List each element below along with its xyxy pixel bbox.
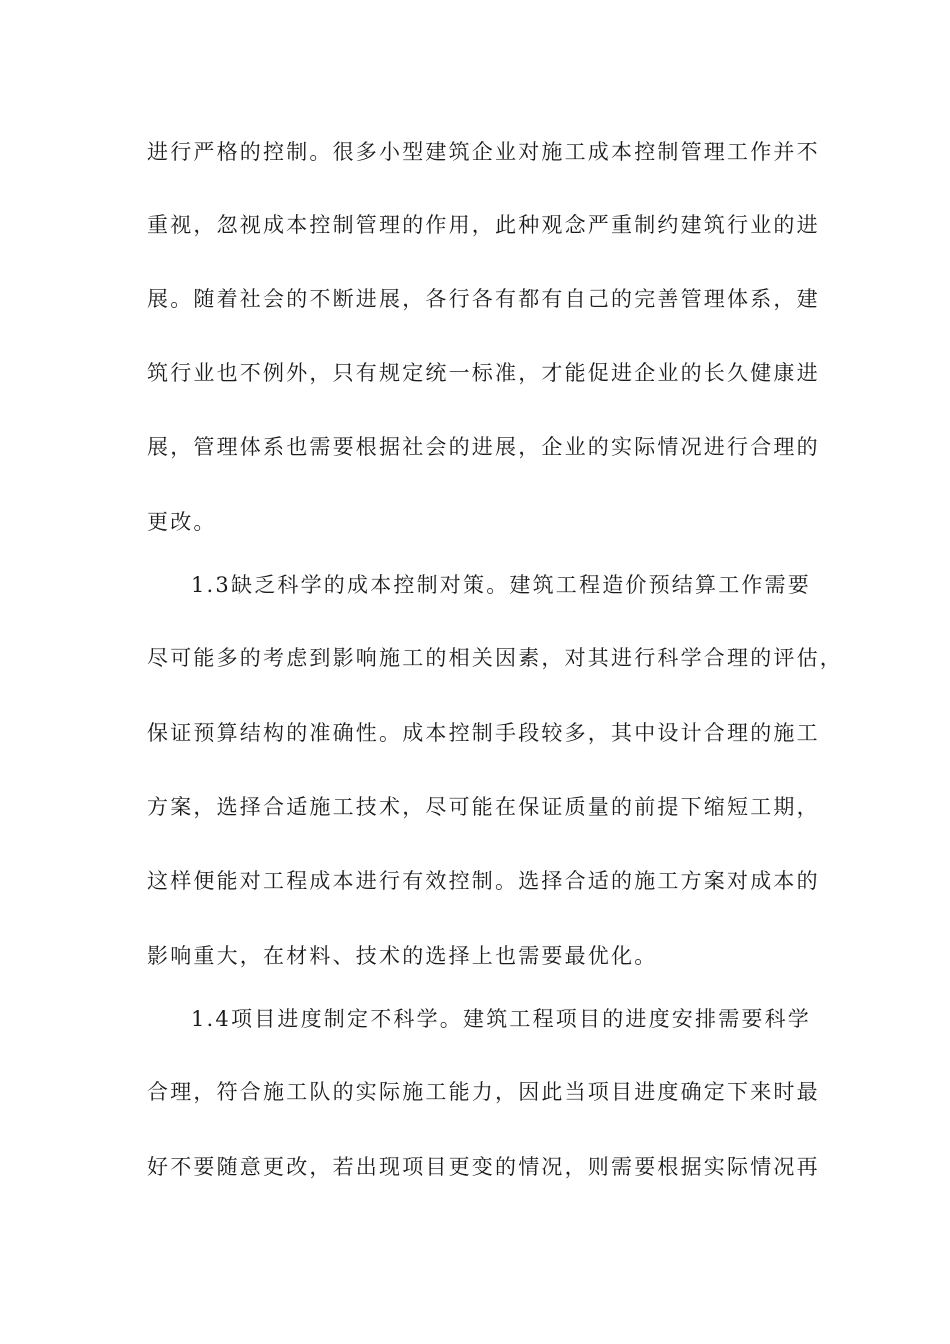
text-line: 合理，符合施工队的实际施工能力，因此当项目进度确定下来时最 (147, 1080, 820, 1104)
text-line: 筑行业也不例外，只有规定统一标准，才能促进企业的长久健康进 (147, 361, 820, 385)
text-line: 更改。 (147, 510, 217, 534)
text-line: 影响重大，在材料、技术的选择上也需要最优化。 (147, 944, 658, 968)
text-line: 好不要随意更改，若出现项目更变的情况，则需要根据实际情况再 (147, 1155, 820, 1179)
text-line: 保证预算结构的准确性。成本控制手段较多，其中设计合理的施工 (147, 721, 820, 745)
text-line: 进行严格的控制。很多小型建筑企业对施工成本控制管理工作并不 (147, 140, 820, 164)
text-line: 展，管理体系也需要根据社会的进展，企业的实际情况进行合理的 (147, 435, 820, 459)
text-line-indented: 1.4项目进度制定不科学。建筑工程项目的进度安排需要科学 (191, 1007, 811, 1031)
text-line: 这样便能对工程成本进行有效控制。选择合适的施工方案对成本的 (147, 869, 820, 893)
text-line-indented: 1.3缺乏科学的成本控制对策。建筑工程造价预结算工作需要 (191, 573, 811, 597)
text-line: 展。随着社会的不断进展，各行各有都有自己的完善管理体系，建 (147, 287, 820, 311)
text-line: 尽可能多的考虑到影响施工的相关因素，对其进行科学合理的评估， (147, 646, 843, 670)
text-line: 重视，忽视成本控制管理的作用，此种观念严重制约建筑行业的进 (147, 213, 820, 237)
text-line: 方案，选择合适施工技术，尽可能在保证质量的前提下缩短工期， (147, 795, 820, 819)
